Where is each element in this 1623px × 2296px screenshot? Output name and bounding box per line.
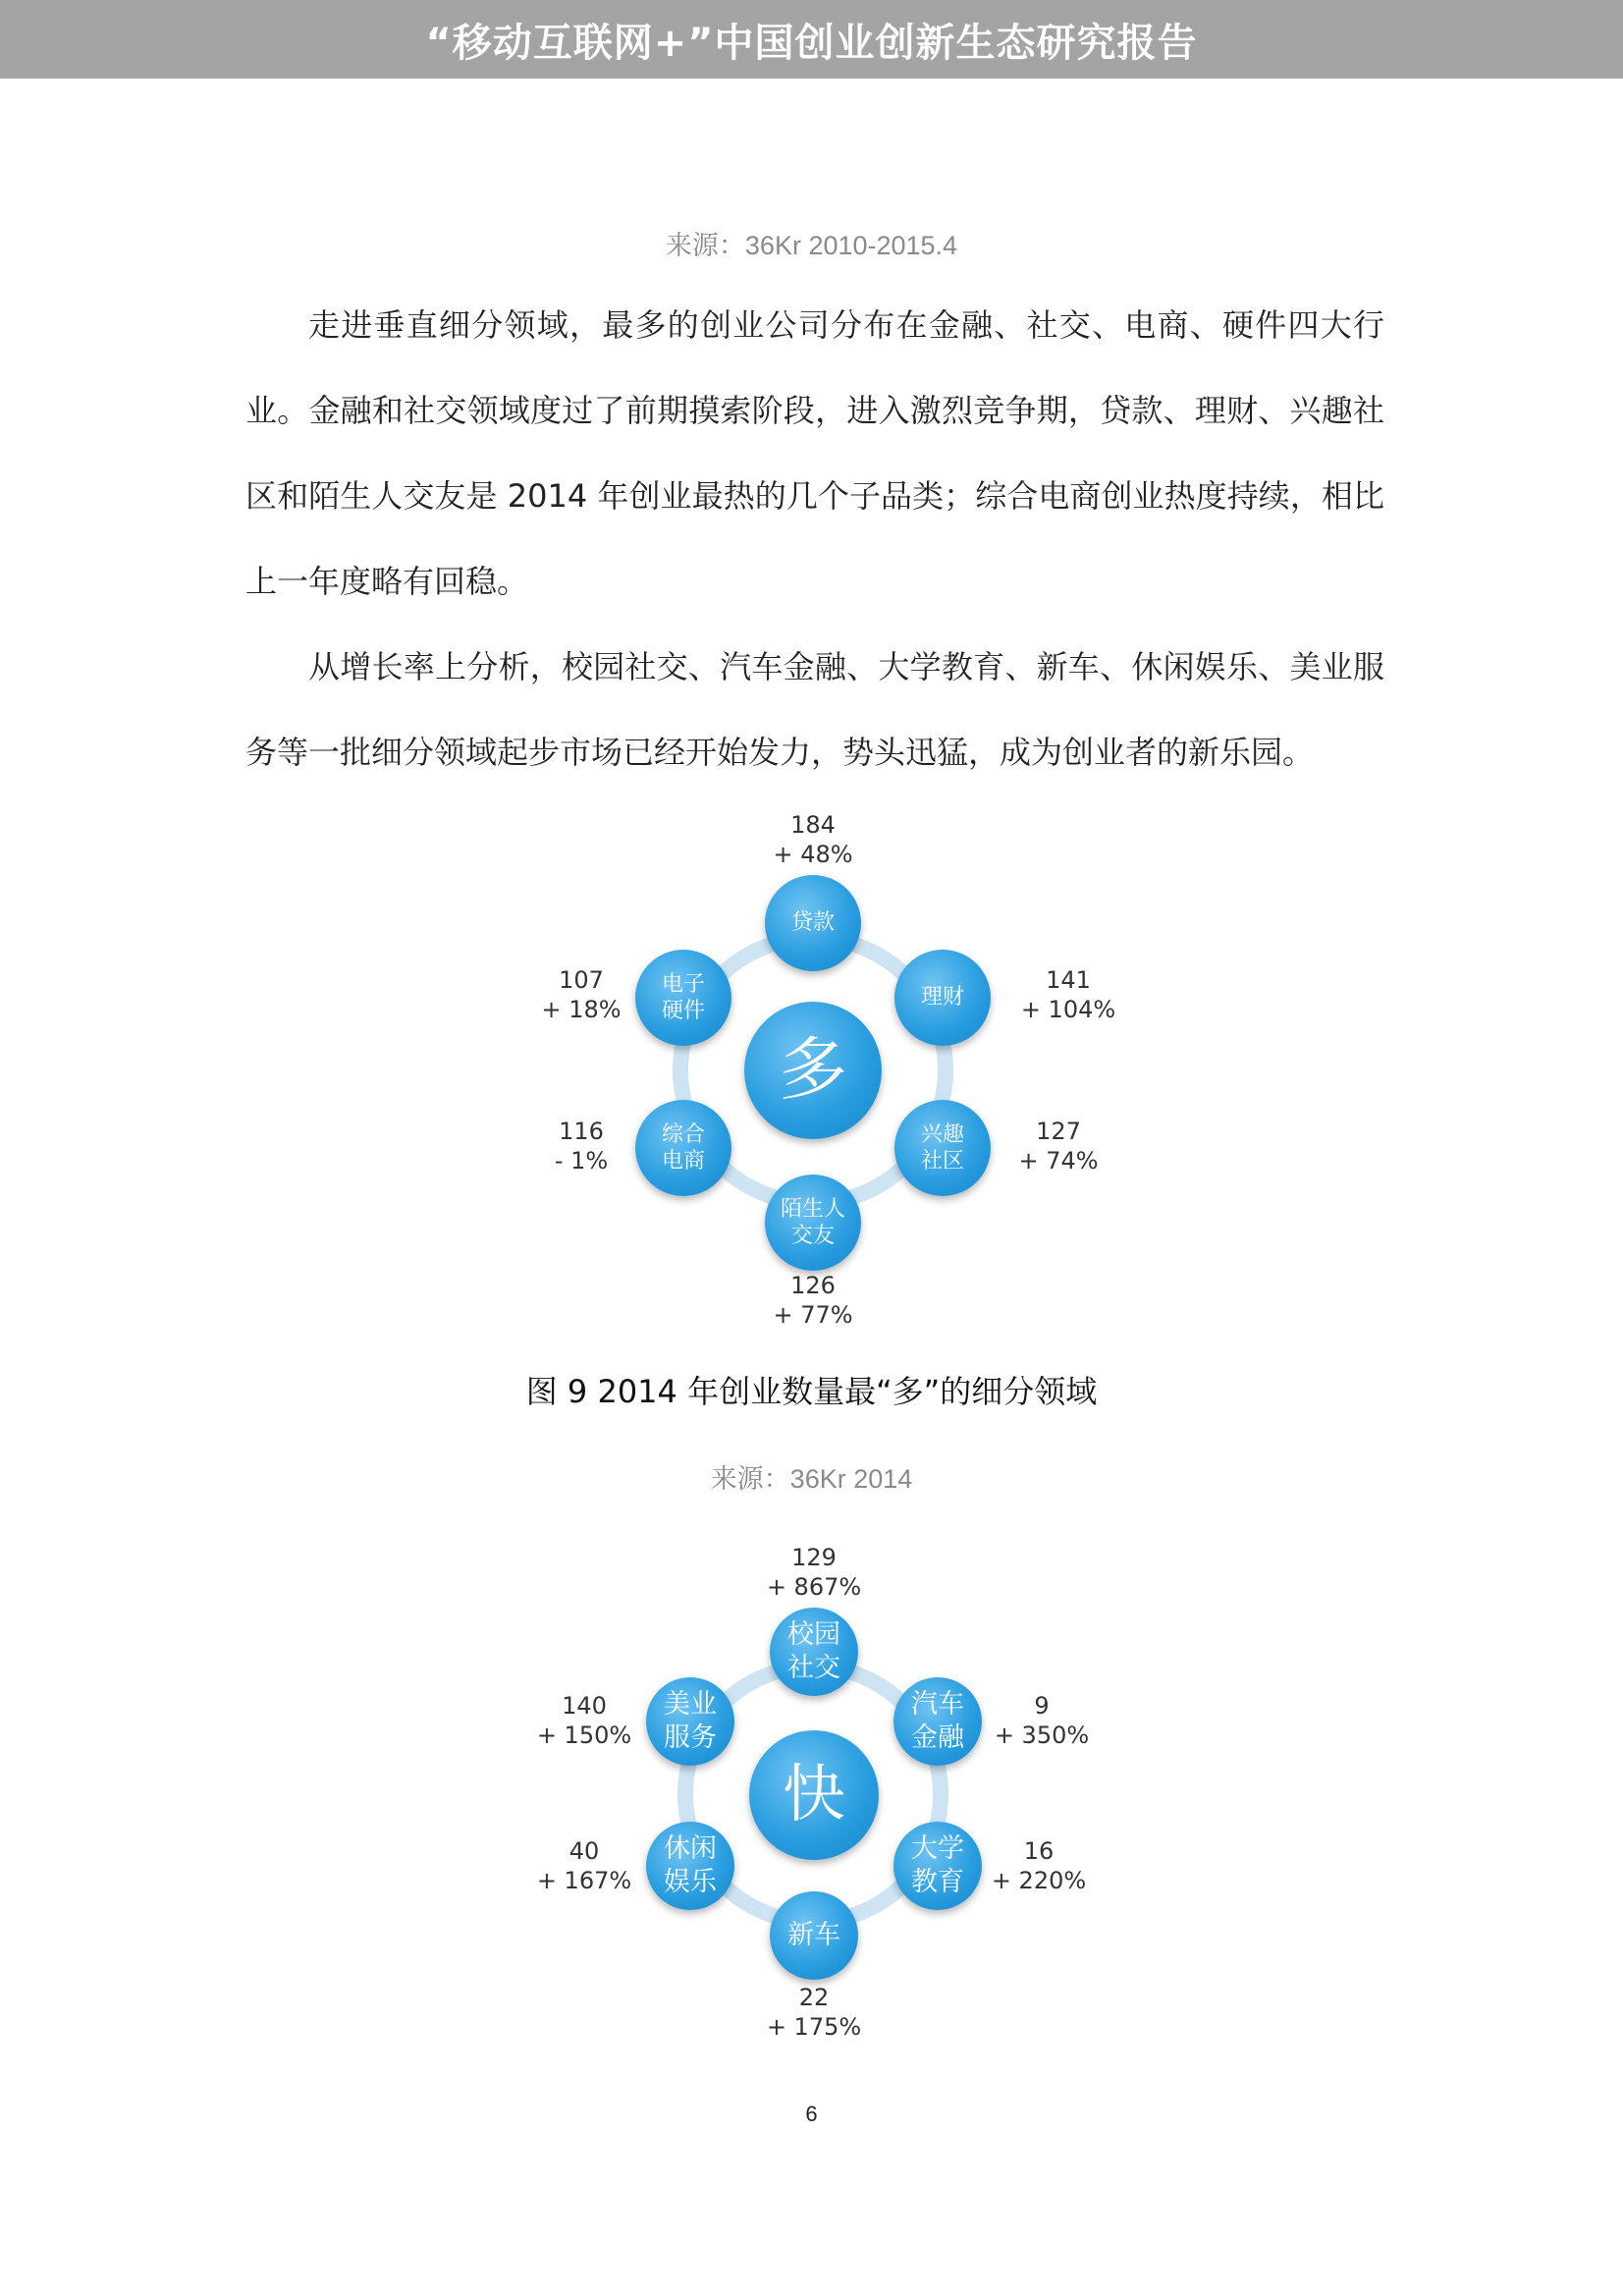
stat-electronic-hardware: 107 + 18% xyxy=(541,966,622,1023)
figure-fastest-diagram xyxy=(530,1537,1119,2087)
source-note-figure: 来源：36Kr 2014 xyxy=(710,1464,913,1494)
stat-loan: 184 + 48% xyxy=(773,811,853,868)
stat-auto-finance: 9 + 350% xyxy=(994,1692,1090,1749)
report-title: “移动互联网+”中国创业创新生态研究报告 xyxy=(425,20,1198,66)
stat-general-ecommerce: 116 - 1% xyxy=(554,1118,609,1175)
stat-campus-social: 129 + 867% xyxy=(766,1544,862,1601)
node-general-ecommerce: 综合 电商 xyxy=(635,1100,731,1196)
node-stranger-social: 陌生人 交友 xyxy=(765,1175,861,1271)
page-header xyxy=(0,0,1623,79)
node-electronic-hardware: 电子 硬件 xyxy=(635,950,731,1046)
stat-beauty-services: 140 + 150% xyxy=(536,1692,632,1749)
center-node-many: 多 xyxy=(744,1002,882,1139)
center-node-fast: 快 xyxy=(749,1730,879,1860)
stat-leisure-entertainment: 40 + 167% xyxy=(536,1837,632,1894)
source-note-top: 来源：36Kr 2010-2015.4 xyxy=(665,231,958,260)
stat-stranger-social: 126 + 77% xyxy=(773,1272,853,1329)
node-loan: 贷款 xyxy=(765,875,861,971)
figure-most-diagram xyxy=(530,800,1119,1350)
stat-interest-community: 127 + 74% xyxy=(1018,1118,1099,1175)
paragraph-1: 走进垂直细分领域，最多的创业公司分布在金融、社交、电商、硬件四大行业。金融和社交领域度过了前期摸索阶段，进入激烈竞争期，贷款、理财、兴趣社区和陌生人交友是 2014 年创业最热的几个子品类；综合电商创业热度持续，相比上一年度略有回稳。 xyxy=(245,306,1384,600)
node-wealth-management: 理财 xyxy=(894,950,991,1046)
node-campus-social: 校园 社交 xyxy=(770,1608,858,1696)
node-leisure-entertainment: 休闲 娱乐 xyxy=(646,1822,734,1910)
stat-university-education: 16 + 220% xyxy=(991,1837,1087,1894)
paragraph-2: 从增长率上分析，校园社交、汽车金融、大学教育、新车、休闲娱乐、美业服务等一批细分领域起步市场已经开始发力，势头迅猛，成为创业者的新乐园。 xyxy=(245,648,1384,771)
node-beauty-services: 美业 服务 xyxy=(646,1677,734,1766)
node-interest-community: 兴趣 社区 xyxy=(894,1100,991,1196)
stat-wealth-management: 141 + 104% xyxy=(1020,966,1116,1023)
figure-caption: 图 9 2014 年创业数量最“多”的细分领域 xyxy=(525,1373,1098,1410)
stat-new-car: 22 + 175% xyxy=(766,1984,862,2041)
page-number: 6 xyxy=(805,2102,818,2126)
node-auto-finance: 汽车 金融 xyxy=(893,1677,982,1766)
body-text xyxy=(245,283,1384,795)
node-university-education: 大学 教育 xyxy=(893,1822,982,1910)
node-new-car: 新车 xyxy=(770,1891,858,1980)
